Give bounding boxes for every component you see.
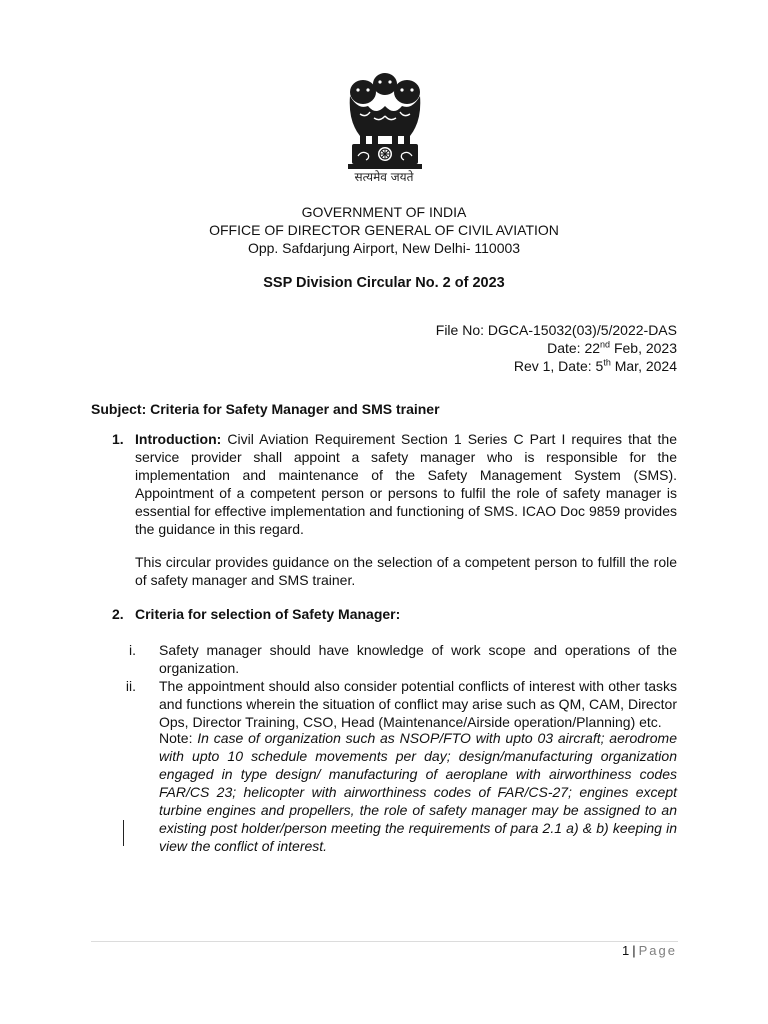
revision-date: Rev 1, Date: 5th Mar, 2024 [513,357,677,374]
office-address: Opp. Safdarjung Airport, New Delhi- 110003 [247,240,521,256]
list-item-number: i. [129,642,136,658]
revision-marker [123,820,124,846]
note-text: In case of organization such as NSOP/FTO with upto 03 aircraft; aerodrome with upto 10 schedule movements per day; design/manufacturing organization engaged in type design/ manufacturing of aeroplane with airworthiness codes FAR/CS 23; helicopter with airworthiness codes of FAR/CS-27; engines except turbine engines and propellers, the role of safety manager may be assigned to an existing post holder/person meeting the requirements of para 2.1 a) & b) keeping in view the conflict of interest. [159,730,677,854]
section-1-heading: Introduction: [135,431,222,447]
section-2-heading: Criteria for selection of Safety Manager: [135,606,401,622]
section-1-introduction: Introduction: Civil Aviation Requirement Section 1 Series C Part I requires that the service provider shall appoint a safety manager who is responsible for the implementation and maintenance of the Safety Management System (SMS). Appointment of a competent person or persons to fulfil the role of safety manager is essential for effective implementation and functioning of SMS. ICAO Doc 9859 provides the guidance in this regard. [135,431,677,537]
section-1-paragraph-2: This circular provides guidance on the selection of a competent person to fulfill the role of safety manager and SMS trainer. [135,554,677,588]
list-item: Safety manager should have knowledge of work scope and operations of the organization. [159,642,677,676]
list-item: The appointment should also consider potential conflicts of interest with other tasks and functions wherein the situation of conflict may arise such as QM, CAM, Director Ops, Director Training, CSO, Head (Maintenance/Airside operation/Planning) etc. [159,678,677,730]
page-label: Page [638,943,677,958]
emblem-motto: सत्यमेव जयते [354,170,414,184]
conflict-note [159,729,677,855]
footer-divider [91,941,678,942]
page-number: 1 [622,943,630,958]
section-1-number: 1. [112,431,124,447]
file-number: File No: DGCA-15032(03)/5/2022-DAS [435,322,677,338]
section-2-number: 2. [112,606,124,622]
government-name: GOVERNMENT OF INDIA [301,204,467,220]
subject-line: Subject: Criteria for Safety Manager and SMS trainer [91,401,440,417]
circular-title: SSP Division Circular No. 2 of 2023 [263,275,505,291]
page-footer: 1 | Page [622,943,677,958]
issue-date: Date: 22nd Feb, 2023 [547,339,677,356]
office-name: OFFICE OF DIRECTOR GENERAL OF CIVIL AVIATION [209,222,559,238]
list-item-number: ii. [125,678,136,694]
note-label: Note: [159,730,198,746]
